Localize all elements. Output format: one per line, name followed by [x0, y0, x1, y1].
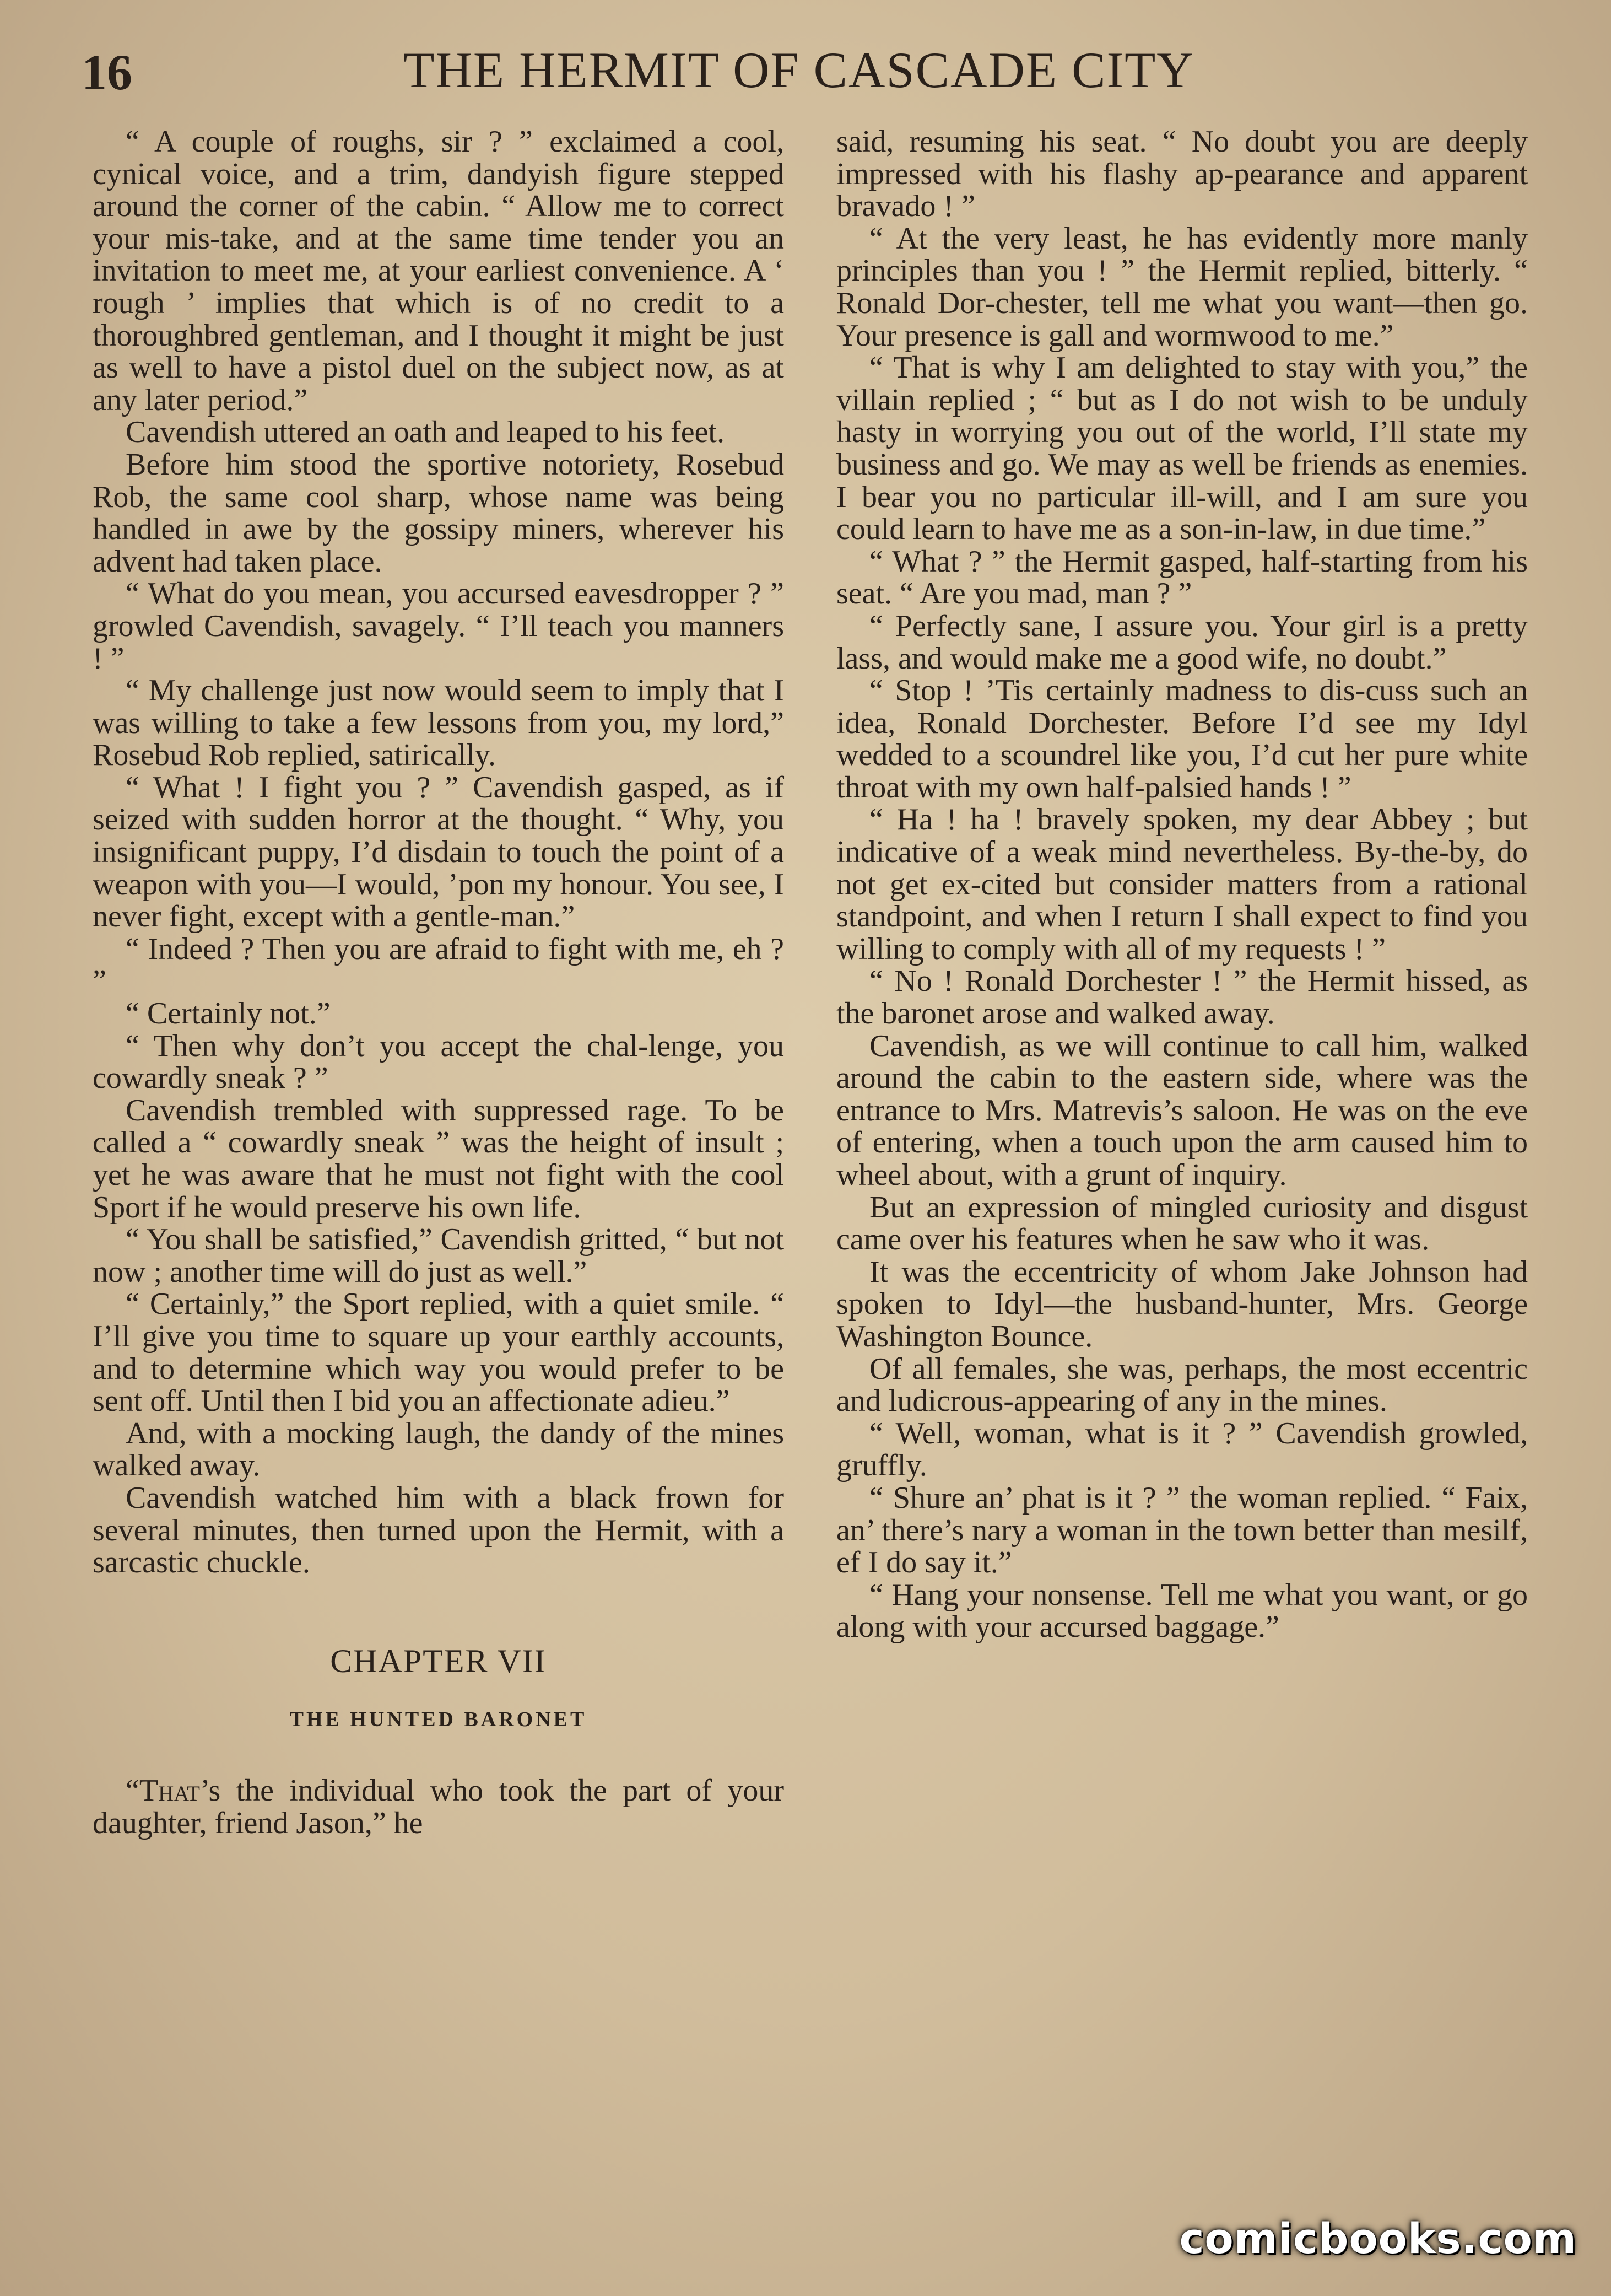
paragraph: “ Well, woman, what is it ? ” Cavendish growled, gruffly.: [836, 1416, 1528, 1483]
paragraph: Cavendish uttered an oath and leaped to his feet.: [126, 415, 725, 450]
paragraph: “ Perfectly sane, I assure you. Your girl is a pretty lass, and would make me a good wife, no doubt.”: [836, 608, 1528, 676]
paragraph: “ Shure an’ phat is it ? ” the woman replied. “ Faix, an’ there’s nary a woman in the town better than mesilf, ef I do say it.”: [836, 1480, 1528, 1580]
paragraph: “ No ! Ronald Dorchester ! ” the Hermit hissed, as the baronet arose and walked away.: [836, 964, 1528, 1031]
paragraph: “ Stop ! ’Tis certainly madness to dis-cuss such an idea, Ronald Dorchester. Before I’d see my Idyl wedded to a scoundrel like you, I’d cut her pure white throat with my own half-palsied hands ! ”: [836, 673, 1528, 805]
paragraph: “ What ! I fight you ? ” Cavendish gasped, as if seized with sudden horror at the thought. “ Why, you insignificant puppy, I’d disdain to touch the point of a weapon with you—I would, ’pon my honour. You see, I never fight, except with a gentle-man.”: [93, 770, 784, 934]
paragraph: “ Then why don’t you accept the chal-lenge, you cowardly sneak ? ”: [93, 1028, 784, 1096]
paragraph: Cavendish trembled with suppressed rage. To be called a “ cowardly sneak ” was the height of insult ; yet he was aware that he must not fight with the cool Sport if he would preserve his own life.: [93, 1093, 784, 1225]
paragraph: “ What ? ” the Hermit gasped, half-starting from his seat. “ Are you mad, man ? ”: [836, 544, 1528, 611]
right-column: [836, 126, 1528, 1643]
paragraph: Cavendish watched him with a black frown for several minutes, then turned upon the Hermit, with a sarcastic chuckle.: [93, 1480, 784, 1580]
paragraph: “ What do you mean, you accursed eavesdropper ? ” growled Cavendish, savagely. “ I’ll teach you manners ! ”: [93, 576, 784, 676]
paragraph: But an expression of mingled curiosity and disgust came over his features when he saw who it was.: [836, 1190, 1528, 1257]
opening-small-caps-word: That: [139, 1773, 200, 1808]
paragraph: It was the eccentricity of whom Jake Johnson had spoken to Idyl—the husband-hunter, Mrs. George Washington Bounce.: [836, 1254, 1528, 1354]
paragraph-continued: said, resuming his seat. “ No doubt you are deeply impressed with his flashy ap-pearance and apparent bravado ! ”: [836, 125, 1528, 224]
running-title: THE HERMIT OF CASCADE CITY: [403, 42, 1194, 98]
chapter-title: CHAPTER VII: [330, 1642, 547, 1679]
paragraph: “ Indeed ? Then you are afraid to fight with me, eh ? ”: [93, 931, 784, 999]
paragraph: “ Hang your nonsense. Tell me what you want, or go along with your accursed baggage.”: [836, 1577, 1528, 1645]
paragraph: “ Certainly not.”: [126, 996, 331, 1031]
paragraph: “ A couple of roughs, sir ? ” exclaimed a cool, cynical voice, and a trim, dandyish figure stepped around the corner of the cabin. “ Allow me to correct your mis-take, and at the same time tender you an invitation to meet me, at your earliest convenience. A ‘ rough ’ implies that which is of no credit to a thoroughbred gentleman, and I thought it might be just as well to have a pistol duel on the subject now, as at any later period.”: [93, 125, 784, 417]
paragraph: And, with a mocking laugh, the dandy of the mines walked away.: [93, 1416, 784, 1483]
paragraph: “ At the very least, he has evidently more manly principles than you ! ” the Hermit replied, bitterly. “ Ronald Dor-chester, tell me what you want—then go. Your presence is gall and wormwood to me.”: [836, 221, 1528, 353]
page-number: 16: [82, 44, 132, 100]
paragraph: Cavendish, as we will continue to call him, walked around the cabin to the eastern side, where was the entrance to Mrs. Matrevis’s saloon. He was on the eve of entering, when a touch upon the arm caused him to wheel about, with a grunt of inquiry.: [836, 1028, 1528, 1192]
paragraph: Of all females, she was, perhaps, the most eccentric and ludicrous-appearing of any in the mines.: [836, 1351, 1528, 1419]
left-column: [93, 126, 784, 1839]
paragraph: “ Certainly,” the Sport replied, with a quiet smile. “ I’ll give you time to square up your earthly accounts, and to determine which way you would prefer to be sent off. Until then I bid you an affectionate adieu.”: [93, 1287, 784, 1419]
site-watermark: comicbooks.com: [1179, 2214, 1577, 2263]
paragraph: “ My challenge just now would seem to imply that I was willing to take a few lessons from you, my lord,” Rosebud Rob replied, satirically.: [93, 673, 784, 773]
paragraph: “ Ha ! ha ! bravely spoken, my dear Abbey ; but indicative of a weak mind nevertheless. By-the-by, do not get ex-cited but consider matters from a rational standpoint, and when I return I shall expect to find you willing to comply with all of my requests ! ”: [836, 802, 1528, 966]
paragraph: “ That is why I am delighted to stay with you,” the villain replied ; “ but as I do not wish to be unduly hasty in worrying you out of the world, I’ll state my business and go. We may as well be friends as enemies. I bear you no particular ill-will, and I am sure you could learn to have me as a son-in-law, in due time.”: [836, 351, 1528, 547]
paragraph: Before him stood the sportive notoriety, Rosebud Rob, the same cool sharp, whose name was being handled in awe by the gossipy miners, wherever his advent had taken place.: [93, 447, 784, 579]
paragraph: “ You shall be satisfied,” Cavendish gritted, “ but not now ; another time will do just as well.”: [93, 1222, 784, 1289]
chapter-subtitle: THE HUNTED BARONET: [289, 1708, 587, 1732]
chapter-opening-paragraph: “That’s the individual who took the part of your daughter, friend Jason,” he: [93, 1773, 784, 1840]
opening-text: ’s the individual who took the part of your daughter, friend Jason,” he: [93, 1773, 784, 1840]
